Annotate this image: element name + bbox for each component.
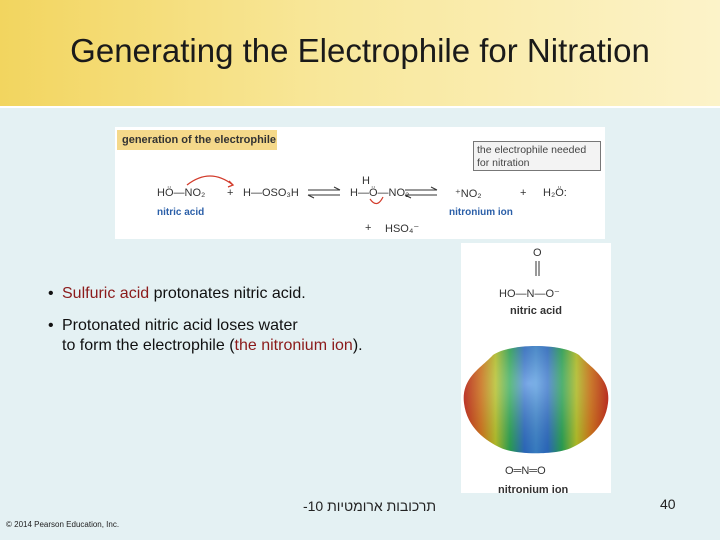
water-formula: H₂Ö:: [543, 187, 567, 199]
bisulfate-formula: HSO₄⁻: [385, 223, 420, 235]
nitronium-structure: O═N═O: [505, 465, 546, 477]
electrostatic-potential-map: [461, 243, 611, 493]
nitronium-formula: ⁺NO₂: [455, 188, 482, 200]
slide-title: Generating the Electrophile for Nitration: [70, 32, 650, 69]
bullet-text: to form the electrophile (: [62, 337, 235, 354]
bullet-list: [48, 284, 458, 368]
plus-sign-2: +: [520, 187, 527, 199]
bullet-text: protonates nitric acid.: [149, 285, 306, 302]
nitric-acid-formula: HÖ—NO₂: [157, 187, 206, 199]
bullet-dot-icon: •: [48, 285, 54, 302]
title-separator: [0, 106, 720, 108]
bullet-item: [48, 284, 458, 304]
bullet-highlight: the nitronium ion: [234, 337, 353, 354]
plus-sign: +: [227, 187, 234, 199]
bullet-highlight: Sulfuric acid: [62, 285, 150, 302]
bullet-dot-icon: •: [48, 317, 54, 334]
nitronium-ion-label: nitronium ion: [449, 207, 513, 218]
nitronium-panel-label: nitronium ion: [498, 484, 569, 496]
nitric-acid-structure: HO—N—O⁻: [499, 288, 560, 300]
footer-course-label: תרכובות ארומטיות 10-: [302, 498, 436, 514]
protonated-nitric-acid: H—Ö—NO₂: [350, 187, 410, 199]
page-number: 40: [660, 496, 676, 512]
sulfuric-acid-formula: H—OSO₃H: [243, 187, 299, 199]
copyright-notice: © 2014 Pearson Education, Inc.: [6, 520, 120, 529]
bullet-text: ).: [352, 337, 363, 354]
reaction-scheme: [115, 127, 605, 239]
plus-sign-3: +: [365, 222, 372, 234]
electrophile-callout: the electrophile needed for nitration: [473, 141, 601, 171]
nitric-acid-panel-label: nitric acid: [510, 305, 562, 317]
bullet-item: [48, 316, 458, 356]
bullet-text: Protonated nitric acid loses water: [62, 317, 298, 334]
scheme-header: generation of the electrophile: [117, 130, 277, 150]
structure-panel: [461, 243, 611, 496]
nitric-top-oxygen: O: [533, 247, 542, 259]
protonated-h: H: [362, 175, 370, 187]
nitric-acid-label: nitric acid: [157, 207, 205, 218]
reaction-arrows: [115, 127, 605, 239]
